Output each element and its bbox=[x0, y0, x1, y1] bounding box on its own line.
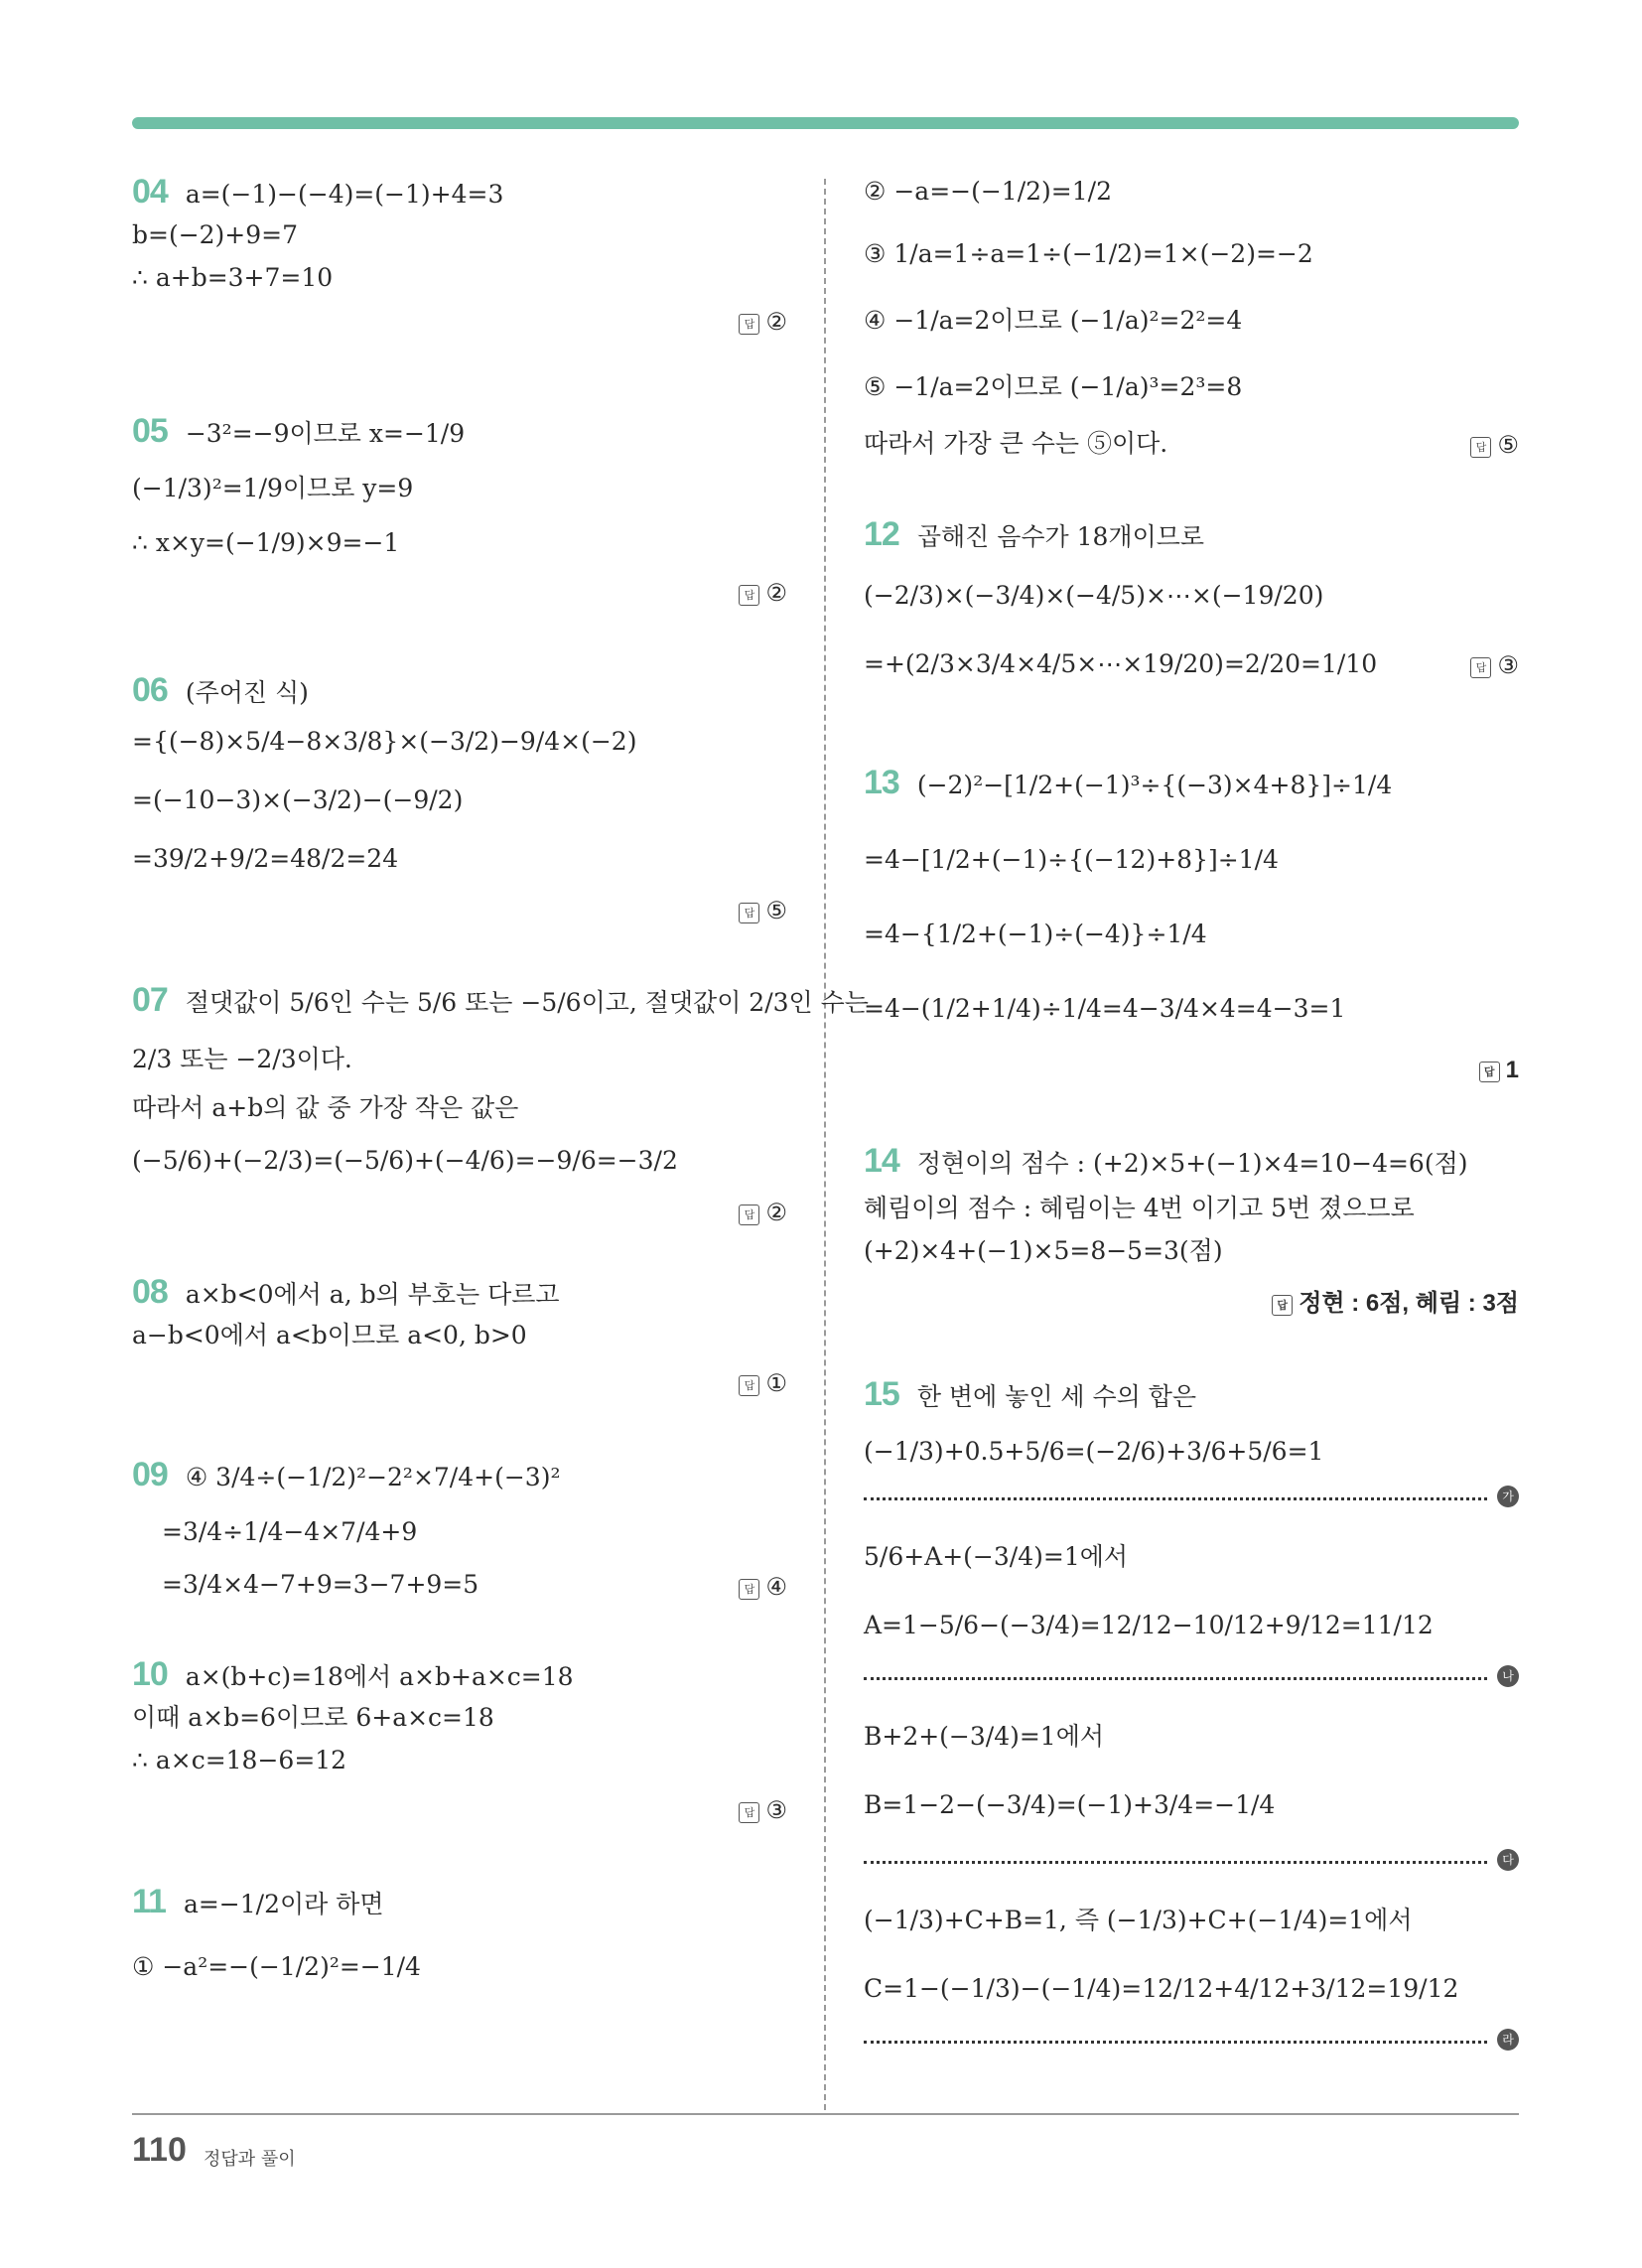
problem-08 bbox=[132, 1275, 787, 1398]
solution-line: (−2/3)×(−3/4)×(−4/5)×⋯×(−19/20) bbox=[864, 581, 1324, 610]
problem-14 bbox=[864, 1144, 1519, 1318]
problem-number: 06 bbox=[132, 671, 168, 709]
answer: 답 1 bbox=[864, 1057, 1519, 1084]
solution-line: =3/4×4−7+9=3−7+9=5 bbox=[162, 1570, 479, 1599]
solution-line: 2/3 또는 −2/3이다. bbox=[132, 1045, 352, 1073]
step-marker-icon: 가 bbox=[1497, 1486, 1519, 1507]
answer-badge-icon: 답 bbox=[739, 585, 759, 606]
solution-line: (−1/3)+C+B=1, 즉 (−1/3)+C+(−1/4)=1에서 bbox=[864, 1906, 1413, 1934]
solution-line: (−1/3)+0.5+5/6=(−2/6)+3/6+5/6=1 bbox=[864, 1437, 1324, 1466]
solution-line: =4−(1/2+1/4)÷1/4=4−3/4×4=4−3=1 bbox=[864, 994, 1346, 1023]
problem-number: 08 bbox=[132, 1273, 168, 1311]
problem-number: 04 bbox=[132, 173, 168, 211]
solution-line: 절댓값이 5/6인 수는 5/6 또는 −5/6이고, 절댓값이 2/3인 수는 bbox=[185, 988, 869, 1017]
answer-badge-icon: 답 bbox=[1470, 437, 1491, 458]
page-label: 정답과 풀이 bbox=[204, 2149, 296, 2170]
problem-number: 14 bbox=[864, 1142, 899, 1180]
solution-line: 정현이의 점수 : (+2)×5+(−1)×4=10−4=6(점) bbox=[916, 1149, 1468, 1178]
answer: 답 ② bbox=[132, 1199, 787, 1227]
solution-line: =4−{1/2+(−1)÷(−4)}÷1/4 bbox=[864, 920, 1207, 948]
answer-badge-icon: 답 bbox=[1272, 1295, 1293, 1316]
problem-05 bbox=[132, 414, 787, 608]
solution-line: b=(−2)+9=7 bbox=[132, 220, 299, 249]
top-accent-bar bbox=[132, 117, 1519, 129]
problem-13 bbox=[864, 766, 1519, 1084]
solution-line: 따라서 가장 큰 수는 ⑤이다. bbox=[864, 429, 1168, 458]
solution-line: (−5/6)+(−2/3)=(−5/6)+(−4/6)=−9/6=−3/2 bbox=[132, 1146, 678, 1175]
solution-line: (−2)²−[1/2+(−1)³÷{(−3)×4+8}]÷1/4 bbox=[916, 771, 1393, 799]
answer: 답 ④ bbox=[132, 1573, 787, 1602]
solution-line: B=1−2−(−3/4)=(−1)+3/4=−1/4 bbox=[864, 1790, 1276, 1819]
answer: 답 ③ bbox=[864, 651, 1519, 680]
dotted-separator bbox=[864, 1853, 1514, 1867]
answer: 답 ⑤ bbox=[864, 431, 1519, 460]
page-number: 110 bbox=[132, 2131, 187, 2169]
step-marker-icon: 라 bbox=[1497, 2029, 1519, 2051]
answer: 답 정현 : 6점, 혜림 : 3점 bbox=[864, 1283, 1519, 1318]
solution-line: =39/2+9/2=48/2=24 bbox=[132, 844, 399, 873]
answer: 답 ③ bbox=[132, 1796, 787, 1825]
problem-number: 07 bbox=[132, 981, 168, 1019]
solution-line: −3²=−9이므로 x=−1/9 bbox=[185, 419, 466, 448]
problem-number: 09 bbox=[132, 1456, 168, 1493]
problem-15 bbox=[864, 1375, 1519, 2047]
answer-badge-icon: 답 bbox=[739, 1375, 759, 1396]
problem-number: 05 bbox=[132, 412, 168, 450]
solution-line: a×(b+c)=18에서 a×b+a×c=18 bbox=[185, 1662, 574, 1691]
problem-07 bbox=[132, 981, 869, 1227]
solution-line: ={(−8)×5/4−8×3/8}×(−3/2)−9/4×(−2) bbox=[132, 727, 637, 756]
solution-line: ∴ a×c=18−6=12 bbox=[132, 1746, 347, 1774]
dotted-separator bbox=[864, 2033, 1514, 2047]
solution-line: ③ 1/a=1÷a=1÷(−1/2)=1×(−2)=−2 bbox=[864, 239, 1313, 268]
answer: 답 ② bbox=[132, 308, 787, 337]
problem-11 bbox=[132, 1885, 787, 1979]
answer-badge-icon: 답 bbox=[739, 903, 759, 923]
footer-rule bbox=[132, 2113, 1519, 2115]
solution-line: ② −a=−(−1/2)=1/2 bbox=[864, 177, 1112, 206]
answer-badge-icon: 답 bbox=[739, 314, 759, 335]
column-divider bbox=[824, 179, 826, 2110]
solution-line: =4−[1/2+(−1)÷{(−12)+8}]÷1/4 bbox=[864, 845, 1279, 874]
problem-06 bbox=[132, 673, 787, 925]
solution-line: B+2+(−3/4)=1에서 bbox=[864, 1722, 1105, 1751]
solution-line: A=1−5/6−(−3/4)=12/12−10/12+9/12=11/12 bbox=[864, 1611, 1434, 1639]
solution-line: ④ 3/4÷(−1/2)²−2²×7/4+(−3)² bbox=[185, 1463, 561, 1491]
solution-line: 5/6+A+(−3/4)=1에서 bbox=[864, 1542, 1129, 1571]
solution-line: ⑤ −1/a=2이므로 (−1/a)³=2³=8 bbox=[864, 372, 1243, 401]
solution-line: =+(2/3×3/4×4/5×⋯×19/20)=2/20=1/10 bbox=[864, 649, 1378, 678]
answer-badge-icon: 답 bbox=[739, 1205, 759, 1225]
step-marker-icon: 다 bbox=[1497, 1849, 1519, 1871]
solution-line: 한 변에 놓인 세 수의 합은 bbox=[916, 1382, 1197, 1411]
solution-line: ∴ a+b=3+7=10 bbox=[132, 263, 334, 292]
answer-badge-icon: 답 bbox=[1479, 1062, 1500, 1082]
solution-line: 곱해진 음수가 18개이므로 bbox=[916, 522, 1205, 551]
problem-10 bbox=[132, 1657, 787, 1825]
solution-line: ① −a²=−(−1/2)²=−1/4 bbox=[132, 1952, 421, 1981]
solution-line: a×b<0에서 a, b의 부호는 다르고 bbox=[185, 1280, 560, 1309]
problem-number: 11 bbox=[132, 1883, 166, 1920]
solution-line: 이때 a×b=6이므로 6+a×c=18 bbox=[132, 1703, 494, 1732]
solution-line: =3/4÷1/4−4×7/4+9 bbox=[162, 1517, 418, 1546]
solution-line: C=1−(−1/3)−(−1/4)=12/12+4/12+3/12=19/12 bbox=[864, 1974, 1459, 2003]
problem-09 bbox=[132, 1458, 787, 1602]
dotted-separator bbox=[864, 1489, 1514, 1503]
solution-line: (−1/3)²=1/9이므로 y=9 bbox=[132, 474, 414, 502]
answer: 답 ② bbox=[132, 579, 787, 608]
right-column bbox=[864, 169, 1519, 2047]
dotted-separator bbox=[864, 1669, 1514, 1683]
solution-line: ④ −1/a=2이므로 (−1/a)²=2²=4 bbox=[864, 306, 1243, 335]
step-marker-icon: 나 bbox=[1497, 1665, 1519, 1687]
solution-line: (+2)×4+(−1)×5=8−5=3(점) bbox=[864, 1236, 1223, 1265]
problem-number: 13 bbox=[864, 764, 899, 801]
problem-12 bbox=[864, 517, 1519, 680]
answer: 답 ⑤ bbox=[132, 897, 787, 925]
solution-line: a=(−1)−(−4)=(−1)+4=3 bbox=[185, 180, 504, 209]
left-column bbox=[132, 169, 869, 1981]
solution-line: =(−10−3)×(−3/2)−(−9/2) bbox=[132, 785, 464, 814]
solution-line: (주어진 식) bbox=[185, 678, 309, 707]
answer-badge-icon: 답 bbox=[739, 1802, 759, 1823]
solution-line: a=−1/2이라 하면 bbox=[183, 1890, 384, 1918]
answer-badge-icon: 답 bbox=[1470, 657, 1491, 678]
solution-line: ∴ x×y=(−1/9)×9=−1 bbox=[132, 528, 400, 557]
solution-line: 혜림이의 점수 : 혜림이는 4번 이기고 5번 졌으므로 bbox=[864, 1194, 1415, 1222]
answer-badge-icon: 답 bbox=[739, 1579, 759, 1600]
solution-line: a−b<0에서 a<b이므로 a<0, b>0 bbox=[132, 1321, 527, 1349]
problem-11-continued bbox=[864, 179, 1519, 460]
problem-number: 15 bbox=[864, 1375, 899, 1413]
problem-number: 10 bbox=[132, 1655, 168, 1693]
solution-line: 따라서 a+b의 값 중 가장 작은 값은 bbox=[132, 1093, 519, 1122]
problem-number: 12 bbox=[864, 515, 899, 553]
problem-04 bbox=[132, 175, 787, 337]
answer: 답 ① bbox=[132, 1369, 787, 1398]
